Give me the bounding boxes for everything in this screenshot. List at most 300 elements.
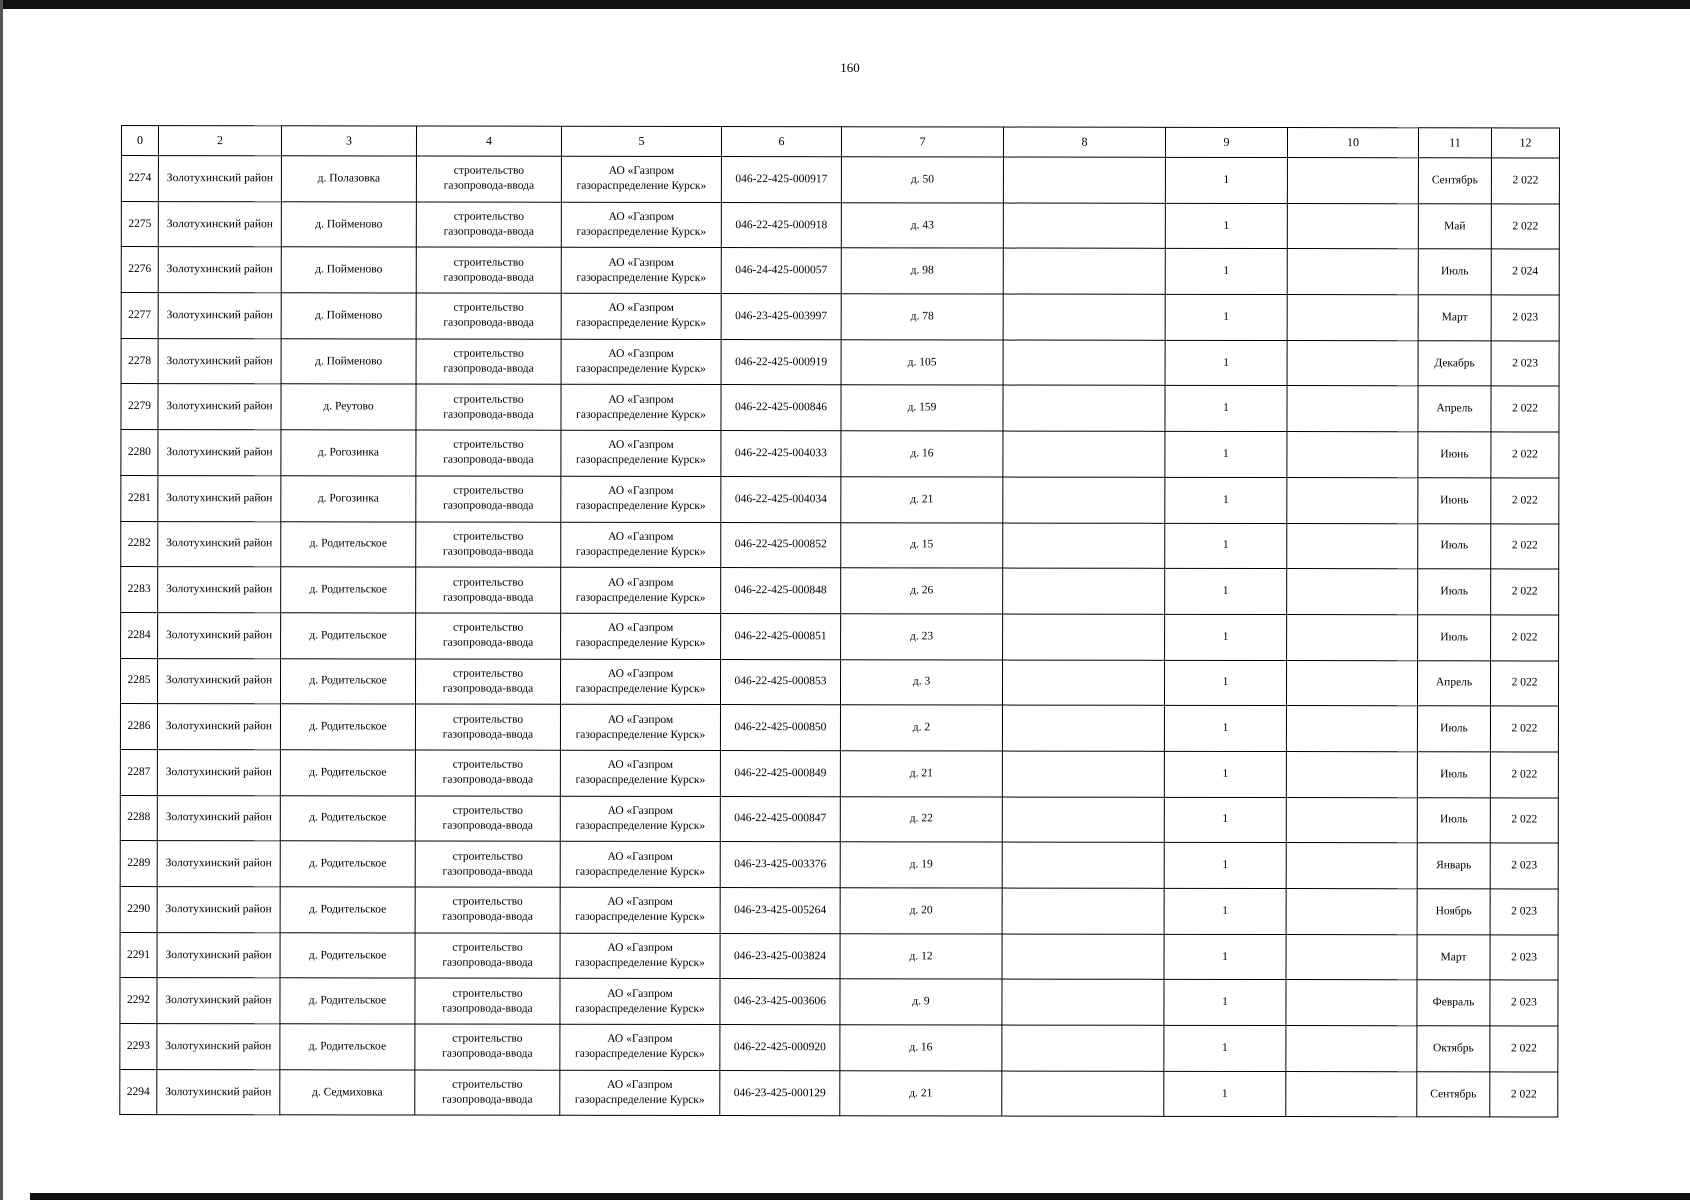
district-cell: Золотухинский район	[158, 612, 281, 658]
month-cell: Декабрь	[1418, 341, 1491, 387]
column-9-cell: 1	[1164, 1071, 1286, 1117]
district-cell: Золотухинский район	[157, 932, 280, 978]
organization-cell	[561, 567, 721, 613]
organization-line: газораспределение Курск»	[576, 362, 706, 376]
column-10-cell	[1287, 203, 1418, 249]
column-10-cell	[1287, 295, 1418, 341]
work-type-line: строительство	[453, 256, 524, 269]
month-cell: Октябрь	[1417, 1026, 1490, 1072]
organization-cell	[561, 156, 721, 202]
column-9-cell: 1	[1164, 751, 1286, 797]
column-8-cell	[1003, 523, 1165, 569]
month-cell: Июль	[1417, 752, 1490, 798]
organization-line: газораспределение Курск»	[575, 774, 706, 787]
column-9-cell: 1	[1165, 157, 1287, 203]
address-cell: д. 2	[840, 705, 1002, 751]
column-8-cell	[1002, 979, 1164, 1025]
table-row	[121, 612, 1559, 660]
work-type-line: строительство	[453, 484, 524, 497]
column-header: 0	[121, 126, 158, 156]
organization-cell	[561, 430, 721, 476]
settlement-cell: д. Пойменово	[281, 247, 416, 293]
column-10-cell	[1286, 889, 1417, 935]
column-8-cell	[1003, 157, 1165, 203]
year-cell: 2 023	[1490, 935, 1558, 981]
year-cell: 2 022	[1491, 204, 1559, 250]
organization-line: АО «Газпром	[607, 622, 674, 635]
row-number-cell: 2282	[121, 521, 158, 567]
work-type-line: строительство	[453, 301, 524, 315]
organization-cell	[560, 842, 720, 888]
organization-line: газораспределение Курск»	[574, 1093, 705, 1107]
settlement-cell: д. Родительское	[280, 932, 415, 978]
organization-line: АО «Газпром	[608, 165, 675, 178]
work-type-cell	[415, 659, 560, 705]
address-cell: д. 22	[840, 796, 1002, 842]
work-type-line: строительство	[452, 621, 524, 634]
year-cell: 2 022	[1491, 569, 1559, 615]
column-10-cell	[1286, 1026, 1417, 1072]
year-cell: 2 022	[1491, 432, 1559, 478]
table-row	[121, 384, 1559, 432]
row-number-cell: 2286	[120, 704, 157, 750]
organization-line: АО «Газпром	[608, 485, 674, 498]
work-type-cell	[415, 750, 560, 796]
row-number-cell: 2274	[121, 156, 158, 202]
district-cell: Золотухинский район	[157, 795, 280, 841]
month-cell: Июль	[1417, 797, 1490, 843]
month-cell: Март	[1418, 295, 1491, 341]
row-number-cell: 2284	[121, 612, 158, 658]
row-number-cell: 2276	[121, 247, 158, 293]
request-code-cell: 046-23-425-003824	[720, 933, 840, 979]
column-8-cell	[1002, 934, 1164, 980]
settlement-cell: д. Родительское	[281, 521, 416, 567]
organization-cell	[560, 933, 720, 979]
column-10-cell	[1287, 569, 1418, 615]
table-row	[121, 201, 1559, 249]
column-10-cell	[1286, 1071, 1417, 1117]
request-code-cell: 046-22-425-000846	[721, 385, 841, 431]
request-code-cell: 046-22-425-000917	[721, 157, 841, 203]
column-8-cell	[1002, 1025, 1164, 1071]
month-cell: Январь	[1417, 843, 1490, 889]
work-type-line: газопровода-ввода	[442, 956, 533, 969]
district-cell: Золотухинский район	[157, 978, 280, 1024]
address-cell: д. 19	[840, 842, 1002, 888]
organization-cell	[560, 796, 720, 842]
work-type-line: газопровода-ввода	[442, 773, 534, 787]
organization-line: АО «Газпром	[607, 576, 674, 589]
request-code-cell: 046-23-425-005264	[720, 888, 840, 934]
column-10-cell	[1286, 751, 1417, 797]
column-8-cell	[1002, 888, 1164, 934]
work-type-line: газопровода-ввода	[443, 225, 535, 238]
organization-cell	[560, 750, 720, 796]
request-code-cell: 046-22-425-004034	[721, 476, 841, 522]
column-header: 2	[158, 126, 281, 156]
year-cell: 2 022	[1490, 752, 1558, 798]
row-number-cell: 2291	[120, 932, 157, 978]
work-type-line: газопровода-ввода	[443, 362, 534, 375]
table-row	[120, 795, 1558, 843]
column-8-cell	[1003, 568, 1165, 614]
year-cell: 2 023	[1490, 889, 1558, 935]
column-8-cell	[1003, 385, 1165, 431]
district-cell: Золотухинский район	[157, 704, 280, 750]
organization-line: газораспределение Курск»	[575, 499, 706, 513]
year-cell: 2 024	[1491, 249, 1559, 295]
address-cell: д. 98	[841, 248, 1003, 294]
scan-border-left	[0, 0, 3, 1200]
column-8-cell	[1003, 203, 1165, 249]
organization-line: АО «Газпром	[608, 393, 674, 406]
row-number-cell: 2293	[120, 1024, 157, 1070]
organization-line: АО «Газпром	[608, 439, 674, 452]
table-row	[120, 658, 1558, 706]
work-type-cell	[415, 887, 560, 933]
address-cell: д. 16	[840, 1025, 1002, 1071]
row-number-cell: 2283	[121, 567, 158, 613]
organization-line: АО «Газпром	[608, 347, 674, 361]
column-9-cell: 1	[1164, 934, 1286, 980]
address-cell: д. 3	[840, 659, 1002, 705]
settlement-cell: д. Родительское	[281, 567, 416, 613]
organization-cell	[561, 522, 721, 568]
page-number: 160	[840, 60, 860, 75]
district-cell: Золотухинский район	[157, 750, 280, 796]
address-cell: д. 12	[840, 933, 1002, 979]
table-row	[121, 247, 1559, 295]
district-cell: Золотухинский район	[158, 567, 281, 613]
address-cell: д. 23	[841, 614, 1003, 660]
column-10-cell	[1286, 660, 1417, 706]
organization-cell	[561, 476, 721, 522]
organization-line: газораспределение Курск»	[575, 728, 706, 741]
organization-line: АО «Газпром	[608, 210, 675, 223]
request-code-cell: 046-22-425-000852	[721, 522, 841, 568]
year-cell: 2 022	[1490, 706, 1558, 752]
address-cell: д. 15	[841, 522, 1003, 568]
table-row	[120, 1069, 1558, 1117]
request-code-cell: 046-23-425-003606	[720, 979, 840, 1025]
row-number-cell: 2289	[120, 841, 157, 887]
district-cell: Золотухинский район	[158, 201, 281, 247]
request-code-cell: 046-22-425-000847	[720, 796, 840, 842]
settlement-cell: д. Полазовка	[281, 156, 416, 202]
district-cell: Золотухинский район	[158, 338, 281, 384]
district-cell: Золотухинский район	[158, 475, 281, 521]
column-8-cell	[1003, 431, 1165, 477]
column-10-cell	[1287, 158, 1418, 204]
year-cell: 2 022	[1491, 386, 1559, 432]
column-10-cell	[1287, 477, 1418, 523]
work-type-cell	[415, 978, 560, 1024]
work-type-line: строительство	[453, 164, 525, 178]
work-type-cell	[416, 247, 561, 293]
work-type-line: газопровода-ввода	[442, 1093, 533, 1106]
settlement-cell: д. Родительское	[280, 887, 415, 933]
row-number-cell: 2281	[121, 475, 158, 521]
column-8-cell	[1003, 614, 1165, 660]
column-header: 5	[561, 126, 721, 156]
table-row	[120, 978, 1558, 1026]
column-8-cell	[1003, 477, 1165, 523]
column-9-cell: 1	[1165, 249, 1287, 295]
work-type-line: строительство	[452, 1078, 523, 1091]
row-number-cell: 2280	[121, 430, 158, 476]
work-type-cell	[416, 384, 561, 430]
organization-line: АО «Газпром	[607, 713, 674, 726]
settlement-cell: д. Родительское	[280, 658, 415, 704]
organization-line: АО «Газпром	[608, 302, 674, 315]
column-8-cell	[1002, 1071, 1164, 1117]
settlement-cell: д. Пойменово	[281, 293, 416, 339]
column-header: 12	[1491, 128, 1559, 158]
column-9-cell: 1	[1164, 660, 1286, 706]
column-header: 9	[1165, 127, 1287, 157]
year-cell: 2 022	[1490, 1072, 1558, 1118]
organization-cell	[561, 248, 721, 294]
work-type-cell	[416, 339, 561, 385]
column-header: 4	[416, 126, 561, 156]
work-type-line: газопровода-ввода	[443, 316, 534, 330]
work-type-line: газопровода-ввода	[443, 179, 535, 193]
work-type-cell	[416, 522, 561, 568]
organization-line: газораспределение Курск»	[575, 865, 706, 878]
column-8-cell	[1002, 797, 1164, 843]
district-cell: Золотухинский район	[158, 430, 281, 476]
work-type-cell	[416, 156, 561, 202]
work-type-line: газопровода-ввода	[443, 499, 534, 512]
table-row	[120, 1024, 1558, 1072]
work-type-line: строительство	[453, 576, 524, 589]
column-9-cell: 1	[1164, 843, 1286, 889]
year-cell: 2 023	[1491, 341, 1559, 387]
row-number-cell: 2285	[120, 658, 157, 704]
month-cell: Сентябрь	[1417, 1072, 1490, 1118]
settlement-cell: д. Родительское	[280, 1024, 415, 1070]
organization-line: АО «Газпром	[607, 987, 673, 1000]
work-type-line: газопровода-ввода	[442, 1002, 533, 1015]
column-9-cell: 1	[1165, 569, 1287, 615]
district-cell: Золотухинский район	[158, 521, 281, 567]
year-cell: 2 022	[1490, 798, 1558, 844]
column-9-cell: 1	[1165, 294, 1287, 340]
district-cell: Золотухинский район	[157, 658, 280, 704]
column-10-cell	[1286, 706, 1417, 752]
address-cell: д. 16	[841, 431, 1003, 477]
month-cell: Июнь	[1418, 478, 1491, 524]
work-type-line: строительство	[452, 713, 524, 726]
settlement-cell: д. Рогозинка	[281, 430, 416, 476]
row-number-cell: 2294	[120, 1069, 157, 1115]
work-type-cell	[415, 796, 560, 842]
table-row	[120, 886, 1558, 934]
district-cell: Золотухинский район	[157, 887, 280, 933]
work-type-line: строительство	[453, 210, 524, 223]
column-10-cell	[1287, 523, 1418, 569]
request-code-cell: 046-22-425-004033	[721, 431, 841, 477]
address-cell: д. 21	[840, 1071, 1002, 1117]
column-9-cell: 1	[1165, 614, 1287, 660]
work-type-line: газопровода-ввода	[442, 1047, 533, 1061]
column-9-cell: 1	[1165, 386, 1287, 432]
district-cell: Золотухинский район	[158, 384, 281, 430]
organization-line: АО «Газпром	[607, 759, 674, 772]
organization-line: газораспределение Курск»	[575, 591, 706, 604]
table-row	[121, 521, 1559, 569]
work-type-cell	[415, 1024, 560, 1070]
settlement-cell: д. Родительское	[280, 704, 415, 750]
scan-border-bottom	[30, 1193, 1690, 1200]
district-cell: Золотухинский район	[157, 1024, 280, 1070]
table-row	[120, 841, 1558, 889]
row-number-cell: 2288	[120, 795, 157, 841]
column-9-cell: 1	[1165, 340, 1287, 386]
work-type-line: газопровода-ввода	[442, 591, 534, 604]
month-cell: Апрель	[1418, 386, 1491, 432]
column-9-cell: 1	[1165, 203, 1287, 249]
organization-line: газораспределение Курск»	[575, 1048, 705, 1061]
column-10-cell	[1287, 386, 1418, 432]
district-cell: Золотухинский район	[157, 841, 280, 887]
work-type-cell	[416, 613, 561, 659]
year-cell: 2 023	[1491, 295, 1559, 341]
request-code-cell: 046-22-425-000919	[721, 339, 841, 385]
settlement-cell: д. Пойменово	[281, 339, 416, 385]
column-8-cell	[1003, 340, 1165, 386]
work-type-line: газопровода-ввода	[442, 682, 534, 695]
table-header-row	[121, 126, 1559, 159]
address-cell: д. 9	[840, 979, 1002, 1025]
address-cell: д. 78	[841, 294, 1003, 340]
organization-line: АО «Газпром	[607, 667, 674, 680]
year-cell: 2 023	[1490, 980, 1558, 1026]
settlement-cell: д. Родительское	[281, 613, 416, 659]
address-cell: д. 21	[840, 751, 1002, 797]
work-type-cell	[415, 704, 560, 750]
work-type-line: строительство	[452, 895, 523, 909]
organization-cell	[560, 659, 720, 705]
work-type-line: газопровода-ввода	[442, 819, 533, 832]
request-code-cell: 046-22-425-000853	[720, 659, 840, 705]
address-cell: д. 43	[841, 202, 1003, 248]
table-row	[120, 749, 1558, 797]
settlement-cell: д. Родительское	[280, 841, 415, 887]
table-row	[121, 475, 1559, 523]
column-10-cell	[1287, 249, 1418, 295]
work-type-cell	[416, 430, 561, 476]
month-cell: Май	[1418, 203, 1491, 249]
request-code-cell: 046-23-425-000129	[720, 1070, 840, 1116]
row-number-cell: 2292	[120, 978, 157, 1024]
work-type-line: газопровода-ввода	[443, 545, 534, 558]
column-10-cell	[1286, 797, 1417, 843]
organization-line: АО «Газпром	[607, 1033, 673, 1046]
work-type-line: газопровода-ввода	[443, 454, 534, 467]
column-10-cell	[1287, 614, 1418, 660]
month-cell: Июль	[1418, 249, 1491, 295]
column-10-cell	[1286, 843, 1417, 889]
request-code-cell: 046-22-425-000850	[720, 705, 840, 751]
organization-line: газораспределение Курск»	[576, 225, 707, 239]
year-cell: 2 022	[1491, 523, 1559, 569]
work-type-line: строительство	[452, 987, 523, 1000]
work-type-cell	[416, 202, 561, 248]
organization-line: газораспределение Курск»	[576, 180, 707, 193]
month-cell: Апрель	[1417, 660, 1490, 706]
organization-cell	[560, 979, 720, 1025]
column-header: 3	[281, 126, 416, 156]
address-cell: д. 21	[841, 477, 1003, 523]
work-type-line: строительство	[453, 439, 524, 452]
column-10-cell	[1287, 432, 1418, 478]
organization-line: АО «Газпром	[608, 256, 674, 269]
registry-table	[119, 125, 1560, 1118]
district-cell: Золотухинский район	[158, 293, 281, 339]
work-type-line: газопровода-ввода	[443, 408, 534, 421]
work-type-line: газопровода-ввода	[442, 728, 534, 741]
organization-line: АО «Газпром	[607, 896, 673, 909]
organization-line: АО «Газпром	[607, 941, 673, 954]
request-code-cell: 046-22-425-000851	[721, 613, 841, 659]
organization-line: газораспределение Курск»	[576, 317, 707, 330]
row-number-cell: 2279	[121, 384, 158, 430]
request-code-cell: 046-22-425-000849	[720, 750, 840, 796]
organization-line: газораспределение Курск»	[575, 682, 706, 695]
month-cell: Июль	[1418, 615, 1491, 661]
settlement-cell: д. Рогозинка	[281, 476, 416, 522]
table-row	[121, 293, 1559, 341]
organization-line: газораспределение Курск»	[575, 956, 705, 970]
organization-line: АО «Газпром	[607, 804, 674, 817]
column-header: 8	[1003, 127, 1165, 157]
column-9-cell: 1	[1164, 797, 1286, 843]
table-row	[121, 156, 1559, 204]
column-8-cell	[1002, 842, 1164, 888]
organization-line: газораспределение Курск»	[575, 911, 705, 924]
column-header: 10	[1287, 128, 1418, 158]
organization-line: газораспределение Курск»	[575, 819, 706, 832]
work-type-line: газопровода-ввода	[442, 865, 533, 878]
work-type-line: строительство	[453, 530, 524, 543]
work-type-line: газопровода-ввода	[442, 910, 533, 924]
settlement-cell: д. Седмиховка	[280, 1070, 415, 1116]
organization-line: газораспределение Курск»	[575, 1002, 705, 1015]
address-cell: д. 105	[841, 340, 1003, 386]
request-code-cell: 046-23-425-003997	[721, 294, 841, 340]
month-cell: Июнь	[1418, 432, 1491, 478]
request-code-cell: 046-22-425-000848	[721, 568, 841, 614]
organization-cell	[560, 1024, 720, 1070]
organization-line: газораспределение Курск»	[575, 545, 706, 558]
work-type-line: строительство	[452, 1032, 523, 1046]
column-8-cell	[1002, 751, 1164, 797]
row-number-cell: 2287	[120, 749, 157, 795]
organization-cell	[561, 293, 721, 339]
column-10-cell	[1286, 934, 1417, 980]
organization-line: газораспределение Курск»	[576, 454, 706, 467]
month-cell: Июль	[1418, 569, 1491, 615]
month-cell: Март	[1417, 934, 1490, 980]
work-type-line: строительство	[452, 941, 523, 954]
settlement-cell: д. Пойменово	[281, 201, 416, 247]
organization-line: газораспределение Курск»	[575, 637, 706, 650]
month-cell: Ноябрь	[1417, 889, 1490, 935]
work-type-cell	[415, 841, 560, 887]
column-9-cell: 1	[1165, 477, 1287, 523]
